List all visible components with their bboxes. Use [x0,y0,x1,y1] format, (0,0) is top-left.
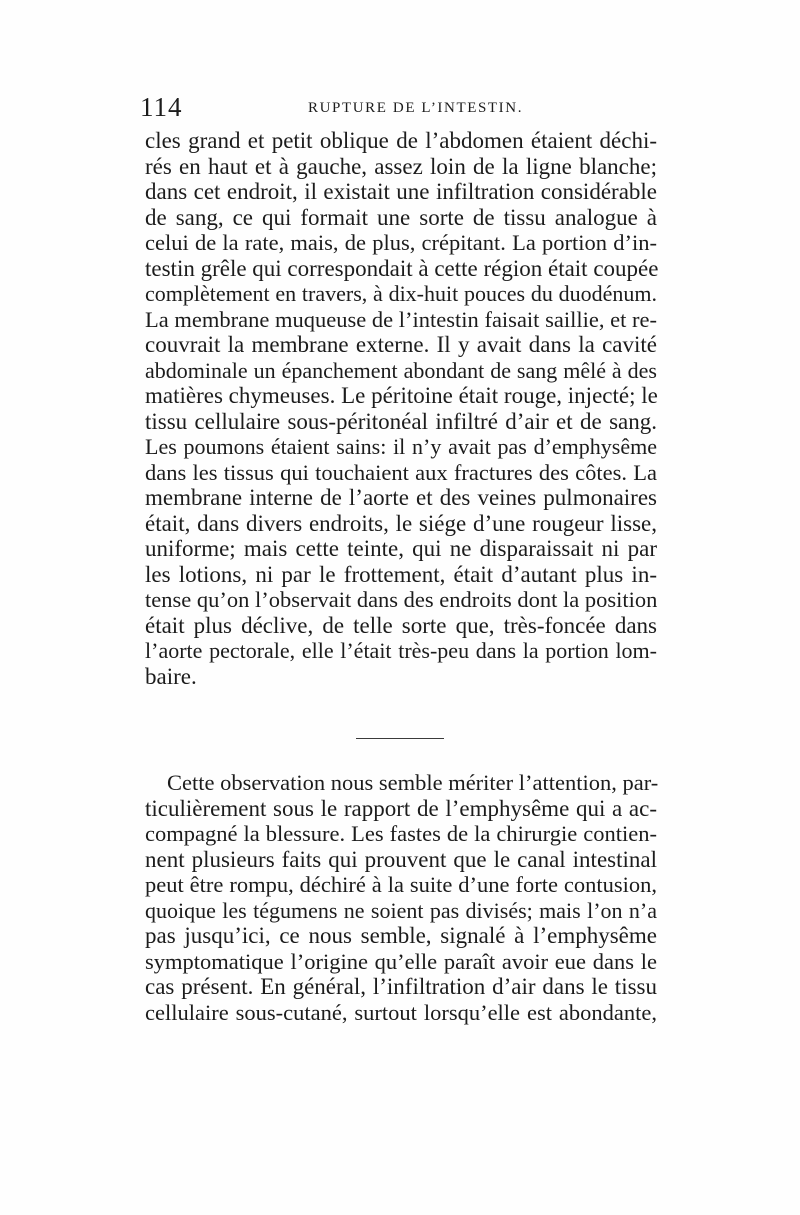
text-line: l’aorte pectorale, elle l’était très-peu dans la portion lom- [145,638,657,663]
text-line: testin grêle qui correspondait à cette région était coupée [145,255,659,281]
text-line: quoique les tégumens ne soient pas divisés; mais l’on n’a [145,897,657,923]
text-line: abdominale un épanchement abondant de sang mêlé à des [145,357,657,383]
paragraph-commentary [145,770,657,1025]
text-line: cas présent. En général, l’infiltration d’air dans le tissu [145,974,657,999]
text-line: cles grand et petit oblique de l’abdomen étaient déchi- [145,128,657,153]
text-line: cellulaire sous-cutané, surtout lorsqu’elle est abondante, [145,999,657,1025]
text-line: rés en haut et à gauche, assez loin de la ligne blanche; [145,153,657,179]
text-line: symptomatique l’origine qu’elle paraît avoir eue dans le [145,948,657,974]
text-line: La membrane muqueuse de l’intestin faisait saillie, et re- [145,306,657,332]
text-line: complètement en travers, à dix-huit pouces du duodénum. [145,281,657,306]
text-line: celui de la rate, mais, de plus, crépitant. La portion d’in- [145,230,657,255]
text-line: Les poumons étaient sains: il n’y avait pas d’emphysême [145,434,657,459]
page-number: 114 [140,92,183,122]
text-line: Cette observation nous semble mériter l’attention, par- [167,770,659,795]
section-divider [356,738,444,739]
text-line: ticulièrement sous le rapport de l’emphysême qui a ac- [145,795,657,821]
text-line: couvrait la membrane externe. Il y avait dans la cavité [145,332,657,357]
text-line: compagné la blessure. Les fastes de la chirurgie contien- [145,821,657,846]
text-line: dans les tissus qui touchaient aux fractures des côtes. La [145,459,657,485]
text-line: uniforme; mais cette teinte, qui ne disparaissait ni par [145,536,657,561]
paragraph-autopsy [145,128,657,689]
text-line: tissu cellulaire sous-péritonéal infiltré d’air et de sang. [145,408,657,434]
text-line: pas jusqu’ici, ce nous semble, signalé à l’emphysême [145,923,657,948]
text-line: était, dans divers endroits, le siége d’une rougeur lisse, [145,510,657,536]
text-line: nent plusieurs faits qui prouvent que le canal intestinal [145,846,657,872]
running-title: RUPTURE DE L’INTESTIN. [308,100,524,116]
text-line: était plus déclive, de telle sorte que, très-foncée dans [145,612,657,638]
text-line: baire. [145,663,197,689]
text-line: tense qu’on l’observait dans des endroits dont la position [145,587,658,612]
text-line: dans cet endroit, il existait une infiltration considérable [145,179,657,204]
text-line: les lotions, ni par le frottement, était d’autant plus in- [145,561,657,587]
text-line: peut être rompu, déchiré à la suite d’une forte contusion, [145,872,657,897]
page-header [140,92,660,122]
text-line: matières chymeuses. Le péritoine était rouge, injecté; le [145,383,658,408]
text-line: de sang, ce qui formait une sorte de tissu analogue à [145,204,657,230]
text-line: membrane interne de l’aorte et des veines pulmonaires [145,485,657,510]
